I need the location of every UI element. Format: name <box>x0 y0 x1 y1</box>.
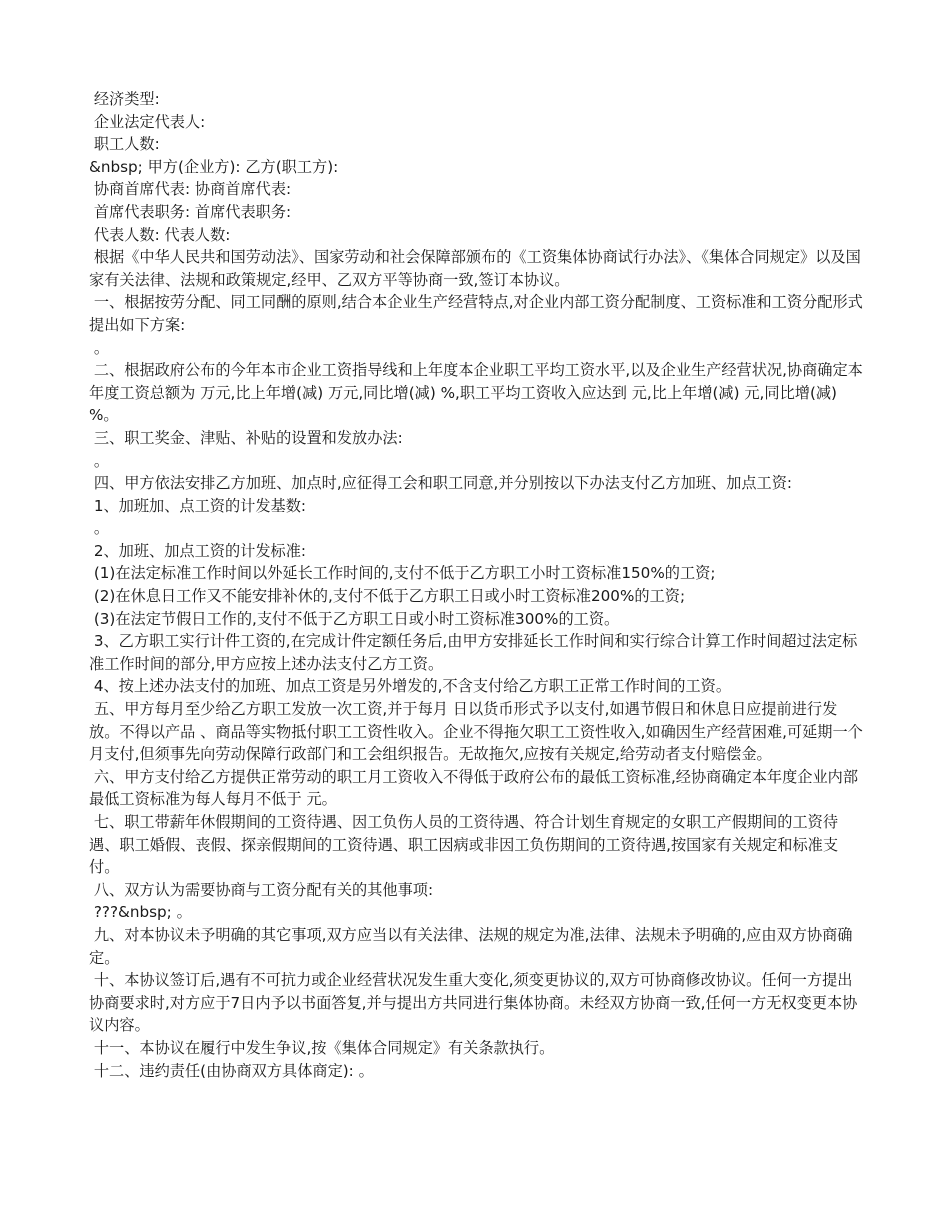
field-parties: &nbsp; 甲方(企业方): 乙方(职工方): <box>89 157 339 176</box>
field-chief-positions: 首席代表职务: 首席代表职务: <box>89 202 292 221</box>
clause-7: 七、职工带薪年休假期间的工资待遇、因工负伤人员的工资待遇、符合计划生育规定的女职工产假期间的工资待遇、职工婚假、丧假、探亲假期间的工资待遇、职工因病或非因工负伤期间的工资待遇,按国家有关规定和标准支付。 <box>89 813 839 877</box>
clause-4-item-2-sub-3: (3)在法定节假日工作的,支付不低于乙方职工日或小时工资标准300%的工资。 <box>89 609 620 628</box>
clause-4-item-4: 4、按上述办法支付的加班、加点工资是另外增发的,不含支付给乙方职工正常工作时间的工资。 <box>89 677 732 696</box>
preamble-paragraph: 根据《中华人民共和国劳动法》、国家劳动和社会保障部颁布的《工资集体协商试行办法》、《集体合同规定》以及国家有关法律、法规和政策规定,经甲、乙双方平等协商一致,签订本协议。 <box>89 248 861 289</box>
field-economic-type: 经济类型: <box>89 90 160 108</box>
clause-4-item-3: 3、乙方职工实行计件工资的,在完成计件定额任务后,由甲方安排延长工作时间和实行综合计算工作时间超过法定标准工作时间的部分,甲方应按上述办法支付乙方工资。 <box>89 632 858 673</box>
clause-4-item-2-sub-2: (2)在休息日工作又不能安排补休的,支付不低于乙方职工日或小时工资标准200%的工资; <box>89 587 686 606</box>
clause-8: 八、双方认为需要协商与工资分配有关的其他事项: <box>89 880 434 899</box>
field-representative-counts: 代表人数: 代表人数: <box>89 225 231 244</box>
field-legal-representative: 企业法定代表人: <box>89 112 206 131</box>
clause-1: 一、根据按劳分配、同工同酬的原则,结合本企业生产经营特点,对企业内部工资分配制度、工资标准和工资分配形式提出如下方案: <box>89 293 863 334</box>
clause-9: 九、对本协议未予明确的其它事项,双方应当以有关法律、法规的规定为准,法律、法规未予明确的,应由双方协商确定。 <box>89 925 853 967</box>
clause-1-blank: 。 <box>89 338 110 357</box>
clause-2: 二、根据政府公布的今年本市企业工资指导线和上年度本企业职工平均工资水平,以及企业生产经营状况,协商确定本年度工资总额为 万元,比上年增(减) 万元,同比增(减) %,职工平均工资收入应达到 元,比上年增(减) 元,同比增(减) %。 <box>89 361 863 425</box>
clause-4-item-2: 2、加班、加点工资的计发标准: <box>89 541 307 560</box>
clause-3-blank: 。 <box>89 451 110 470</box>
clause-4-item-1: 1、加班加、点工资的计发基数: <box>89 496 307 515</box>
document-body <box>89 88 864 1082</box>
field-employee-count: 职工人数: <box>89 135 160 154</box>
clause-3: 三、职工奖金、津贴、补贴的设置和发放办法: <box>89 428 403 447</box>
field-chief-representatives: 协商首席代表: 协商首席代表: <box>89 180 292 199</box>
clause-5: 五、甲方每月至少给乙方职工发放一次工资,并于每月 日以货币形式予以支付,如遇节假日和休息日应提前进行发放。不得以产品 、商品等实物抵付职工工资性收入。企业不得拖欠职工工资性收入,如确因生产经营困难,可延期一个月支付,但须事先向劳动保障行政部门和工会组织报告。无故拖欠,应按有关规定,给劳动者支付赔偿金。 <box>89 700 863 764</box>
clause-10: 十、本协议签订后,遇有不可抗力或企业经营状况发生重大变化,须变更协议的,双方可协商修改协议。任何一方提出协商要求时,对方应于7日内予以书面答复,并与提出方共同进行集体协商。未经双方协商一致,任何一方无权变更本协议内容。 <box>89 971 858 1035</box>
clause-4-item-1-blank: 。 <box>89 519 110 538</box>
clause-12: 十二、违约责任(由协商双方具体商定): 。 <box>89 1061 374 1080</box>
clause-6: 六、甲方支付给乙方提供正常劳动的职工月工资收入不得低于政府公布的最低工资标准,经协商确定本年度企业内部最低工资标准为每人每月不低于 元。 <box>89 767 859 809</box>
clause-4-item-2-sub-1: (1)在法定标准工作时间以外延长工作时间的,支付不低于乙方职工小时工资标准150%的工资; <box>89 564 716 583</box>
clause-11: 十一、本协议在履行中发生争议,按《集体合同规定》有关条款执行。 <box>89 1038 555 1057</box>
clause-4: 四、甲方依法安排乙方加班、加点时,应征得工会和职工同意,并分别按以下办法支付乙方加班、加点工资: <box>89 474 793 493</box>
clause-8-blank: ???&nbsp; 。 <box>89 903 192 922</box>
